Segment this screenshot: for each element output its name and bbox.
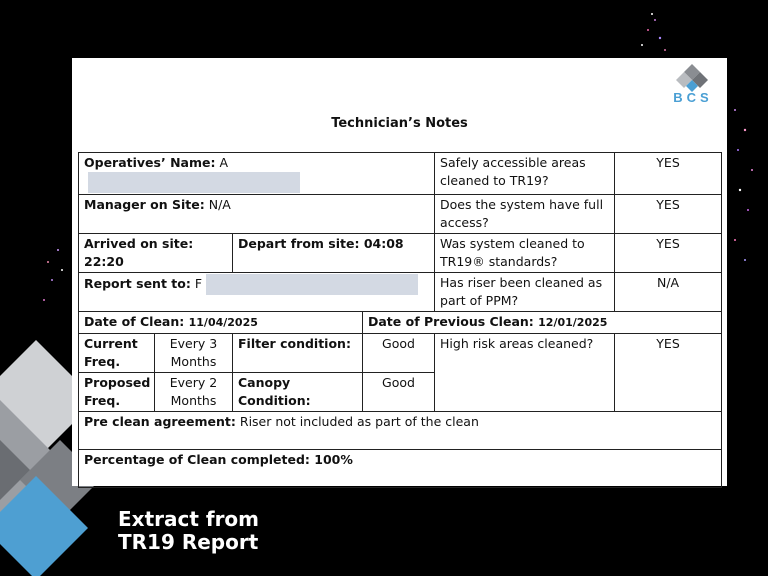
percentage-label: Percentage of Clean completed: bbox=[84, 452, 310, 467]
technician-notes-table bbox=[78, 152, 722, 488]
operatives-value: A bbox=[219, 155, 229, 170]
date-of-clean-cell bbox=[79, 312, 363, 334]
date-clean-value: 11/04/2025 bbox=[188, 316, 258, 329]
canopy-condition-label: Canopy Condition: bbox=[233, 373, 363, 412]
preclean-value: Riser not included as part of the clean bbox=[239, 414, 479, 429]
date-prev-label: Date of Previous Clean: bbox=[368, 314, 534, 329]
current-freq-value: Every 3 Months bbox=[155, 334, 233, 373]
depart-label: Depart from site: bbox=[238, 236, 360, 251]
question-cell: Safely accessible areas cleaned to TR19? bbox=[435, 153, 615, 195]
manager-label: Manager on Site: bbox=[84, 197, 205, 212]
redaction-block bbox=[88, 172, 300, 193]
caption bbox=[118, 508, 259, 554]
percentage-complete-cell bbox=[79, 450, 722, 488]
logo-text: BCS bbox=[673, 90, 713, 105]
date-previous-clean-cell bbox=[363, 312, 722, 334]
answer-cell: YES bbox=[615, 334, 722, 412]
question-cell: Has riser been cleaned as part of PPM? bbox=[435, 273, 615, 312]
question-cell: Was system cleaned to TR19® standards? bbox=[435, 234, 615, 273]
table-row bbox=[79, 412, 722, 450]
document-title: Technician’s Notes bbox=[331, 116, 468, 131]
preclean-label: Pre clean agreement: bbox=[84, 414, 236, 429]
answer-cell: YES bbox=[615, 234, 722, 273]
arrived-value: 22:20 bbox=[84, 254, 124, 269]
date-prev-value: 12/01/2025 bbox=[538, 316, 608, 329]
report-label: Report sent to: bbox=[84, 276, 191, 291]
document-sheet bbox=[72, 58, 727, 486]
current-freq-label: Current Freq. bbox=[79, 334, 155, 373]
arrived-cell bbox=[79, 234, 233, 273]
report-sent-cell bbox=[79, 273, 435, 312]
caption-line-2: TR19 Report bbox=[118, 530, 259, 554]
table-row bbox=[79, 334, 722, 373]
table-row bbox=[79, 195, 722, 234]
table-row bbox=[79, 153, 722, 195]
depart-value: 04:08 bbox=[363, 236, 404, 251]
report-value: F bbox=[194, 276, 203, 291]
percentage-value: 100% bbox=[314, 452, 353, 467]
question-cell: High risk areas cleaned? bbox=[435, 334, 615, 412]
pre-clean-agreement-cell bbox=[79, 412, 722, 450]
filter-condition-value: Good bbox=[363, 334, 435, 373]
operatives-label: Operatives’ Name: bbox=[84, 155, 216, 170]
arrived-label: Arrived on site: bbox=[84, 236, 194, 251]
answer-cell: YES bbox=[615, 153, 722, 195]
depart-cell bbox=[233, 234, 435, 273]
table-row bbox=[79, 312, 722, 334]
table-row bbox=[79, 273, 722, 312]
operatives-name-cell bbox=[79, 153, 435, 195]
table-row bbox=[79, 234, 722, 273]
canopy-condition-value: Good bbox=[363, 373, 435, 412]
manager-cell bbox=[79, 195, 435, 234]
date-clean-label: Date of Clean: bbox=[84, 314, 185, 329]
manager-value: N/A bbox=[208, 197, 231, 212]
table-row bbox=[79, 450, 722, 488]
filter-condition-label: Filter condition: bbox=[233, 334, 363, 373]
caption-line-1: Extract from bbox=[118, 507, 260, 531]
answer-cell: N/A bbox=[615, 273, 722, 312]
answer-cell: YES bbox=[615, 195, 722, 234]
proposed-freq-value: Every 2 Months bbox=[155, 373, 233, 412]
question-cell: Does the system have full access? bbox=[435, 195, 615, 234]
redaction-block bbox=[206, 274, 418, 295]
proposed-freq-label: Proposed Freq. bbox=[79, 373, 155, 412]
